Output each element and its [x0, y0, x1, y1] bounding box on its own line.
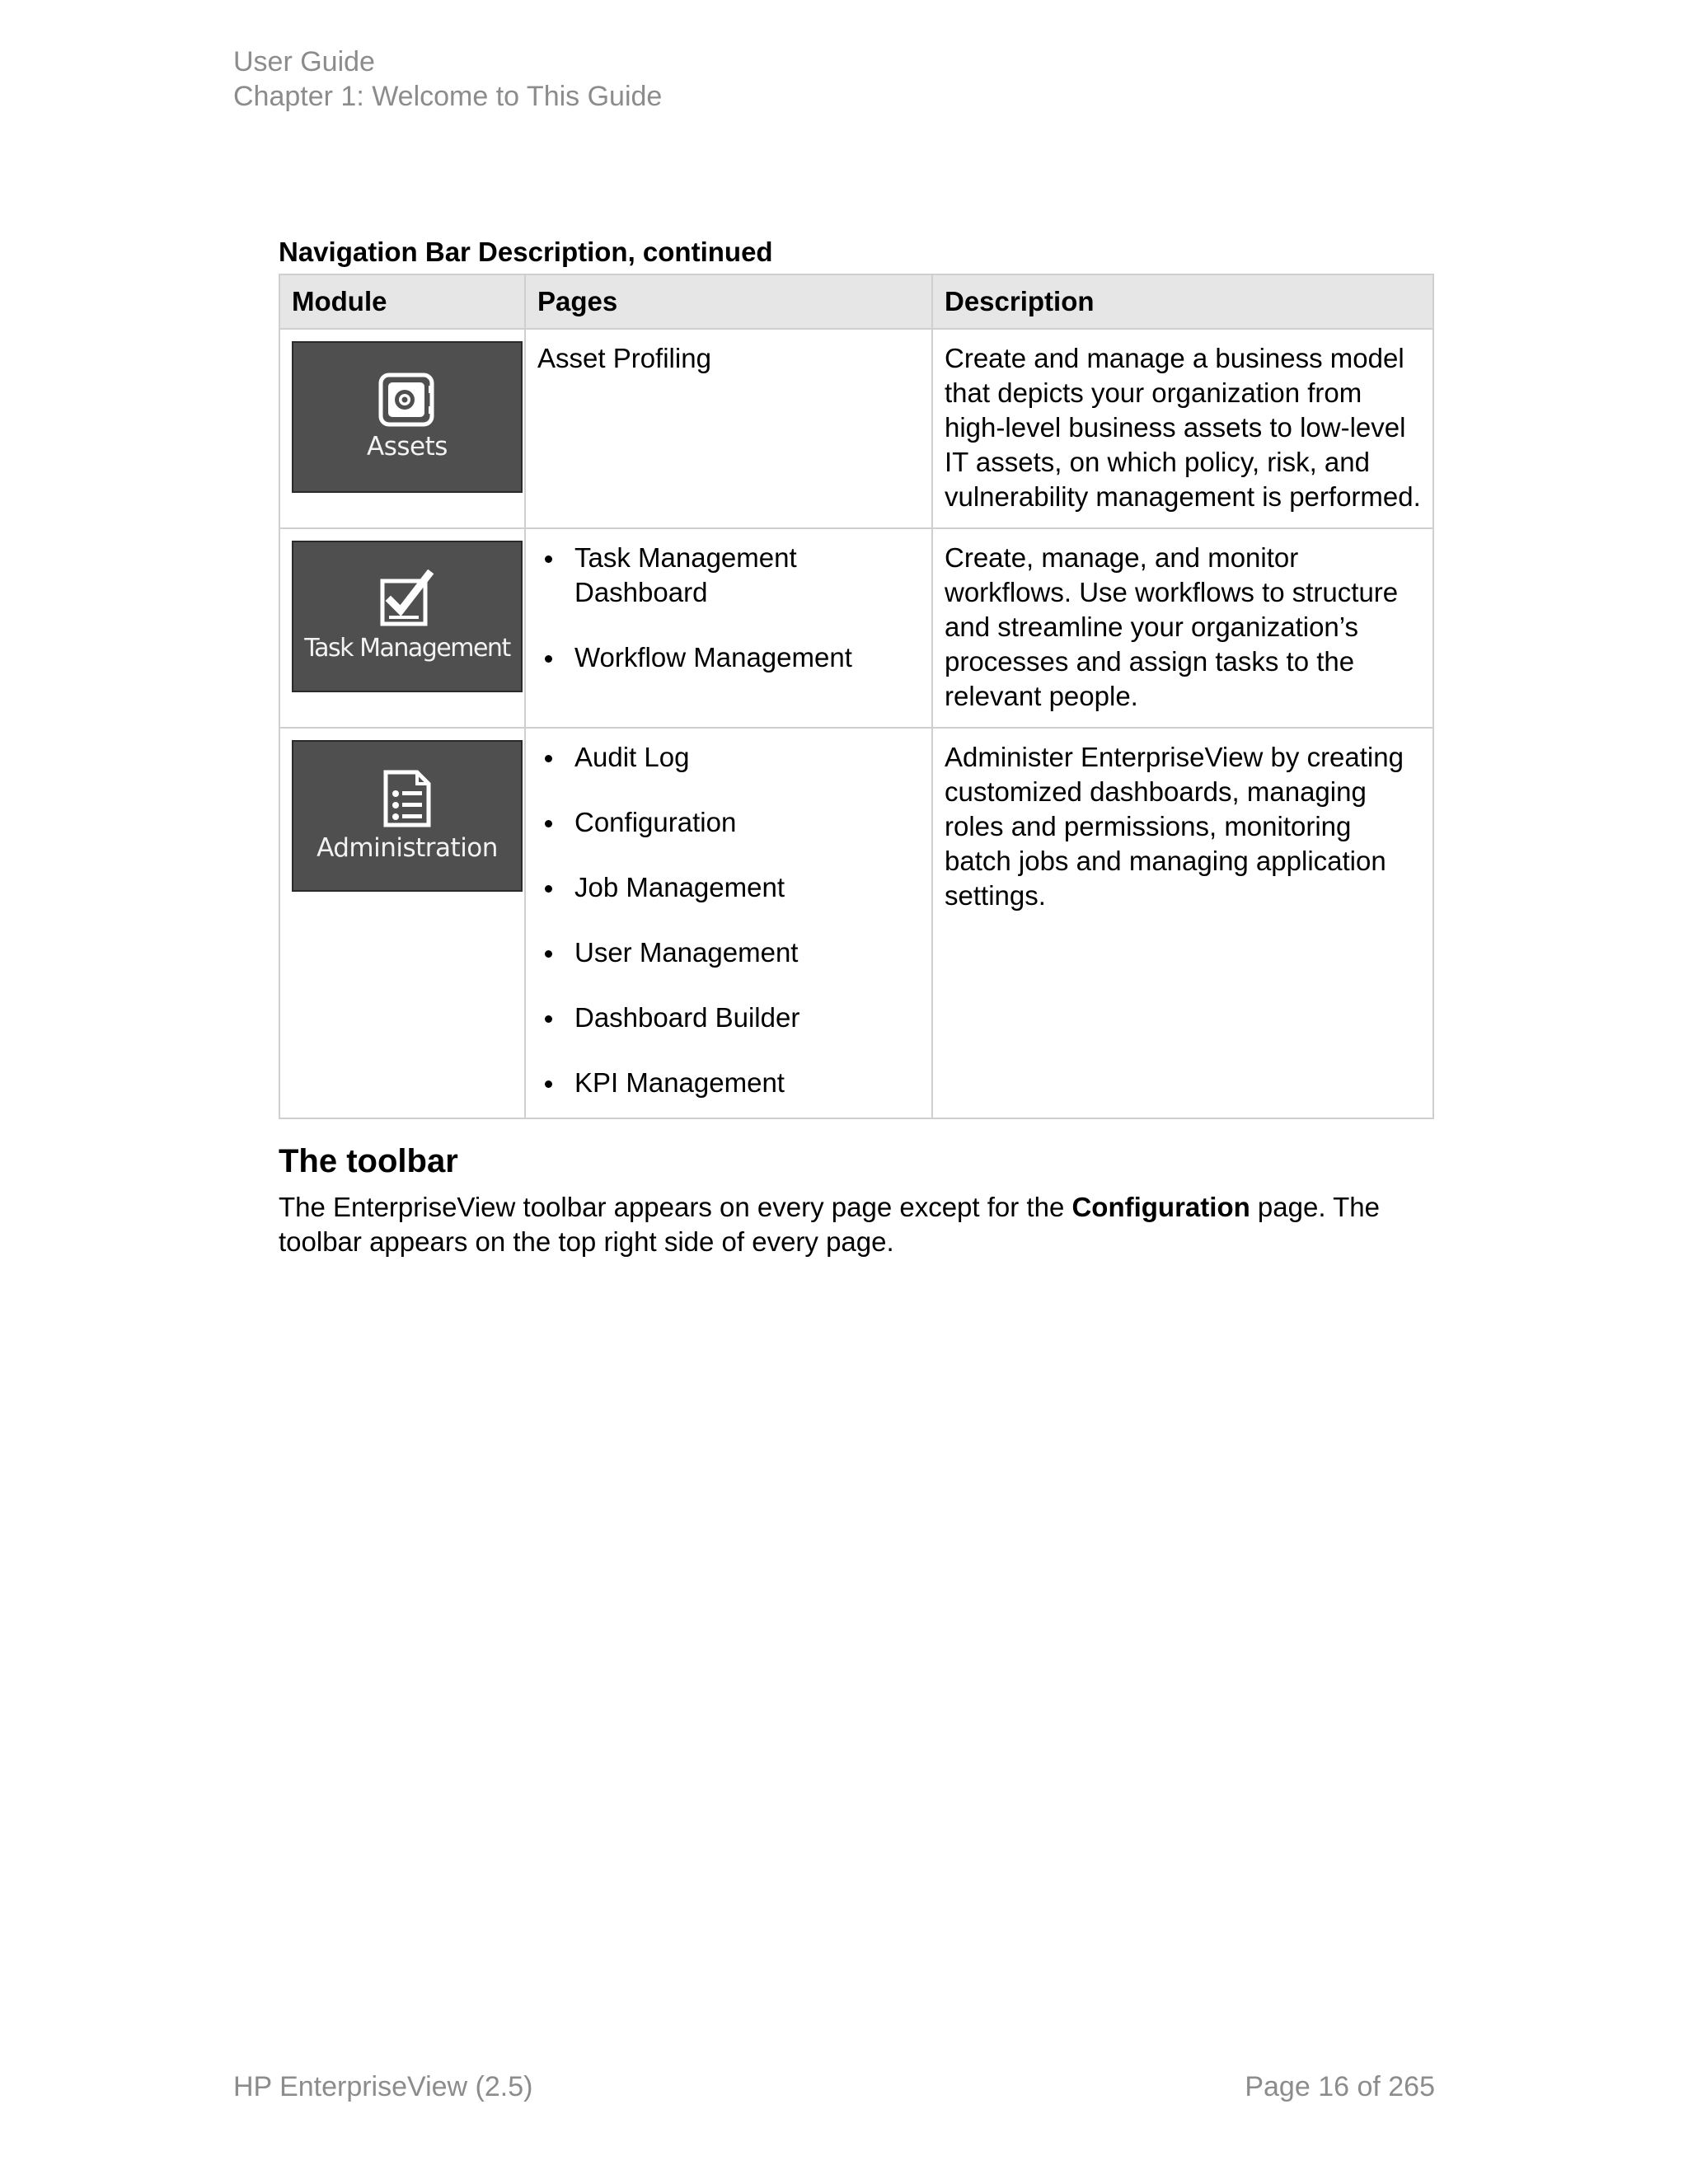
pages-cell: [525, 329, 932, 528]
pages-cell: [525, 728, 932, 1118]
description-cell: [932, 329, 1433, 528]
list-item: Audit Log: [537, 740, 920, 775]
pages-list: [537, 740, 920, 1100]
document-list-icon: [382, 769, 432, 828]
table-caption: Navigation Bar Description, continued: [279, 237, 773, 267]
footer-product: HP EnterpriseView (2.5): [233, 2071, 533, 2102]
module-description: Administer EnterpriseView by creating customized dashboards, managing roles and permissions, monitoring batch jobs and managing application settings.: [945, 742, 1404, 911]
list-item: User Management: [537, 935, 920, 970]
page-link: Asset Profiling: [537, 343, 711, 373]
table-row: [279, 728, 1433, 1118]
module-label: Assets: [367, 432, 448, 462]
pages-list: [537, 541, 920, 675]
running-header: [233, 45, 662, 114]
header-chapter-title: Chapter 1: Welcome to This Guide: [233, 81, 663, 112]
description-cell: [932, 728, 1433, 1118]
footer-page-number: Page 16 of 265: [1245, 2071, 1435, 2102]
safe-icon: [377, 373, 437, 427]
list-item: Job Management: [537, 870, 920, 905]
section-paragraph: [279, 1190, 1432, 1259]
paragraph-text-end: page. The toolbar appears on the top right side of every page.: [279, 1192, 1380, 1257]
task-management-module-tile: [292, 541, 523, 692]
column-header-module: Module: [279, 274, 525, 329]
module-label: Task Management: [304, 634, 510, 663]
header-guide-title: User Guide: [233, 46, 375, 77]
list-item: Task Management Dashboard: [537, 541, 920, 610]
module-cell: [279, 329, 525, 528]
section-heading: The toolbar: [279, 1143, 458, 1179]
column-header-pages: Pages: [525, 274, 932, 329]
list-item: Configuration: [537, 805, 920, 840]
module-description: Create, manage, and monitor workflows. Use workflows to structure and streamline your organization’s processes and assign tasks to the relevant people.: [945, 542, 1399, 711]
administration-module-tile: [292, 740, 523, 892]
description-cell: [932, 528, 1433, 728]
paragraph-text-start: The EnterpriseView toolbar appears on every page except for the: [279, 1192, 1072, 1222]
paragraph-bold-term: Configuration: [1071, 1192, 1250, 1222]
list-item: Dashboard Builder: [537, 1001, 920, 1035]
list-item: KPI Management: [537, 1066, 920, 1100]
list-item: Workflow Management: [537, 640, 920, 675]
module-cell: [279, 528, 525, 728]
table-row: [279, 528, 1433, 728]
table-header-row: [279, 274, 1433, 329]
page-content: [279, 236, 1432, 1259]
column-header-description: Description: [932, 274, 1433, 329]
module-label: Administration: [316, 833, 498, 863]
module-cell: [279, 728, 525, 1118]
navigation-bar-table: [279, 274, 1434, 1119]
assets-module-tile: [292, 341, 523, 493]
pages-cell: [525, 528, 932, 728]
table-row: [279, 329, 1433, 528]
module-description: Create and manage a business model that depicts your organization from high-level business assets to low-level IT assets, on which policy, risk, and vulnerability management is performed.: [945, 343, 1421, 512]
checklist-icon: [377, 569, 437, 629]
